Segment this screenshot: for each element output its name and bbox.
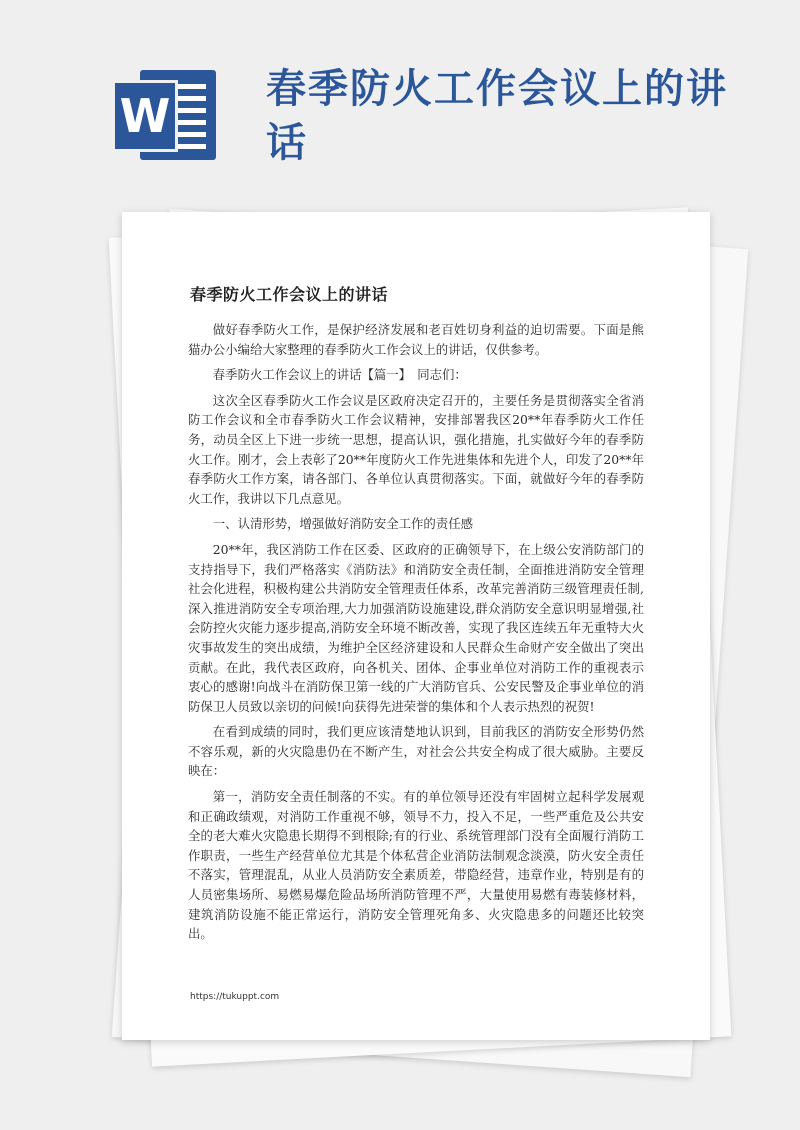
word-icon: W xyxy=(112,80,178,152)
paragraph: 20**年，我区消防工作在区委、区政府的正确领导下，在上级公安消防部门的支持指导下，我们严格落实《消防法》和消防安全责任制，全面推进消防安全管理社会化进程，积极构建公共消防安全管理责任体系，改革完善消防三级管理责任制,深入推进消防安全专项治理,大力加强消防设施建设,群众消防安全意识明显增强,社会防控火灾能力逐步提高,消防安全环境不断改善，实现了我区连续五年无重特大火灾事故发生的突出成绩，为维护全区经济建设和人民群众生命财产安全做出了突出贡献。在此，我代表区政府，向各机关、团体、企事业单位对消防工作的重视表示衷心的感谢!向战斗在消防保卫第一线的广大消防官兵、公安民警及企事业单位的消防保卫人员致以亲切的问候!向获得先进荣誉的集体和个人表示热烈的祝贺! xyxy=(188,541,644,714)
paragraph: 在看到成绩的同时，我们更应该清楚地认识到，目前我区的消防安全形势仍然不容乐观，新的火灾隐患仍在不断产生，对社会公共安全构成了很大威胁。主要反映在： xyxy=(188,724,644,779)
logo-line xyxy=(178,108,206,113)
logo-line xyxy=(178,132,206,137)
logo-line xyxy=(178,144,206,149)
logo-line xyxy=(178,120,206,125)
logo-line xyxy=(178,96,206,101)
section-heading: 一、认清形势，增强做好消防安全工作的责任感 xyxy=(212,516,473,532)
logo-line xyxy=(178,84,206,89)
word-logo xyxy=(112,70,216,160)
footer-url[interactable]: https://tukuppt.com xyxy=(190,992,280,1002)
banner-title: 春季防火工作会议上的讲话 xyxy=(266,66,728,166)
paragraph: 做好春季防火工作，是保护经济发展和老百姓切身利益的迫切需要。下面是熊猫办公小编给大家整理的春季防火工作会议上的讲话，仅供参考。 xyxy=(188,322,644,357)
paragraph: 春季防火工作会议上的讲话【篇一】 同志们： xyxy=(212,367,467,383)
document-body xyxy=(188,320,644,950)
paragraph: 第一，消防安全责任制落的不实。有的单位领导还没有牢固树立起科学发展观和正确政绩观，对消防工作重视不够，领导不力，投入不足，一些严重危及公共安全的老大难火灾隐患长期得不到根除;有的行业、系统管理部门没有全面履行消防工作职责，一些生产经营单位尤其是个体私营企业消防法制观念淡漠，防火安全责任不落实，管理混乱，从业人员消防安全素质差，带隐经营，违章作业，特别是有的人员密集场所、易燃易爆危险品场所消防管理不严，大量使用易燃有毒装修材料，建筑消防设施不能正常运行，消防安全管理死角多、火灾隐患多的问题还比较突出。 xyxy=(188,789,644,942)
document-page xyxy=(122,212,710,1040)
paragraph: 这次全区春季防火工作会议是区政府决定召开的，主要任务是贯彻落实全省消防工作会议和全市春季防火工作会议精神，安排部署我区20**年春季防火工作任务，动员全区上下进一步统一思想，提高认识，强化措施，扎实做好今年的春季防火工作。刚才，会上表彰了20**年度防火工作先进集体和先进个人，印发了20**年春季防火工作方案，请各部门、各单位认真贯彻落实。下面，就做好今年的春季防火工作，我讲以下几点意见。 xyxy=(188,392,644,506)
document-title: 春季防火工作会议上的讲话 xyxy=(190,285,389,304)
